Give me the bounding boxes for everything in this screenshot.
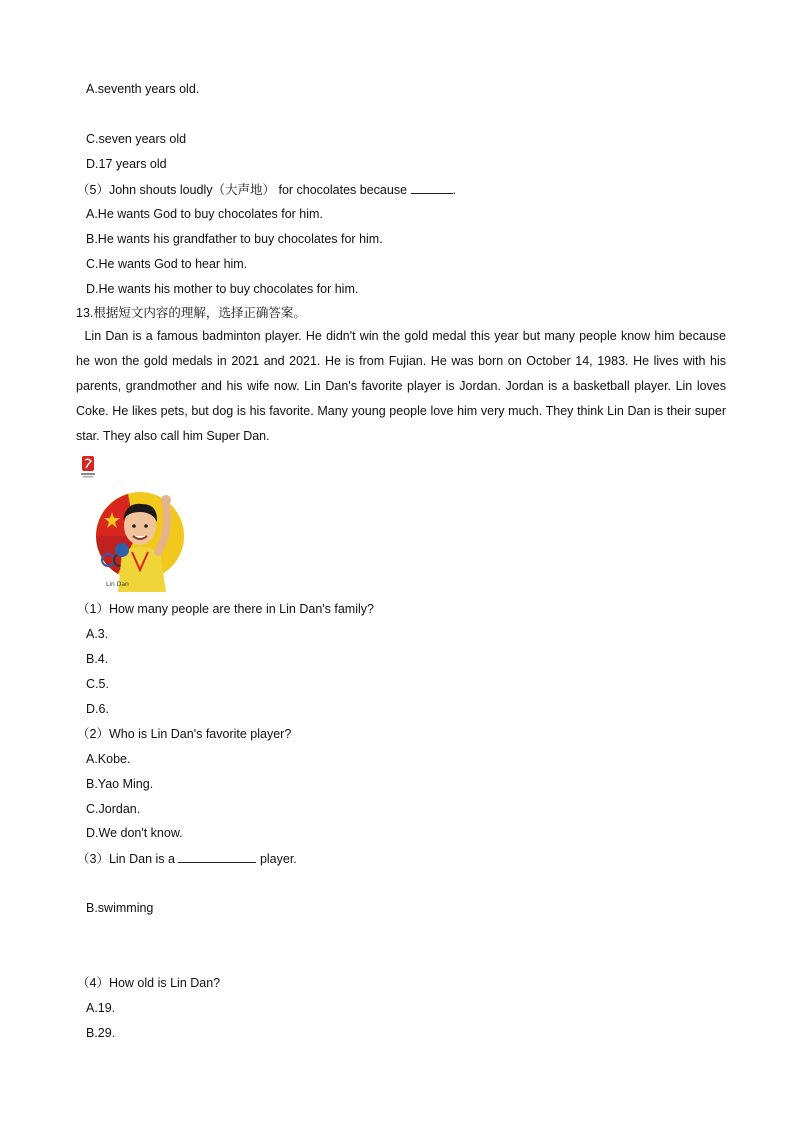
q12-q5-option-d: D.He wants his mother to buy chocolates for him. — [86, 282, 359, 296]
q13-question-3 — [77, 850, 297, 867]
q13-q2-option-a: A.Kobe. — [86, 752, 131, 766]
q13-q2-option-b: B.Yao Ming. — [86, 777, 154, 791]
image-caption: Lin Dan — [106, 581, 129, 588]
q13-q4-option-b: B.29. — [86, 1026, 116, 1040]
q12-question-5-stem: （5）John shouts loudly（大声地） for chocolates because — [77, 183, 408, 197]
olympic-emblem-icon — [81, 456, 95, 478]
q13-q4-option-a: A.19. — [86, 1001, 116, 1015]
q13-question-1: （1）How many people are there in Lin Dan's family? — [77, 602, 374, 616]
q12-option-c: C.seven years old — [86, 132, 187, 146]
q12-option-d: D.17 years old — [86, 157, 167, 171]
lin-dan-cartoon-image — [78, 452, 188, 592]
q13-q2-option-d: D.We don't know. — [86, 826, 183, 840]
q13-question-2: （2）Who is Lin Dan's favorite player? — [77, 727, 292, 741]
q12-q5-option-b: B.He wants his grandfather to buy chocolates for him. — [86, 232, 383, 246]
q13-q1-option-c: C.5. — [86, 677, 109, 691]
answer-blank — [178, 850, 256, 863]
q12-q5-option-c: C.He wants God to hear him. — [86, 257, 248, 271]
q12-option-a: A.seventh years old. — [86, 82, 200, 96]
q13-q2-option-c: C.Jordan. — [86, 802, 141, 816]
q12-q5-option-a: A.He wants God to buy chocolates for him. — [86, 207, 323, 221]
q12-question-5-end: . — [452, 183, 456, 197]
q13-q1-option-b: B.4. — [86, 652, 109, 666]
answer-blank — [411, 181, 453, 194]
q13-q1-option-d: D.6. — [86, 702, 109, 716]
q13-q1-option-a: A.3. — [86, 627, 109, 641]
q13-heading: 13.根据短文内容的理解，选择正确答案。 — [76, 306, 306, 320]
q13-question-3-stem: （3）Lin Dan is a — [77, 852, 175, 866]
q13-passage: Lin Dan is a famous badminton player. He didn't win the gold medal this year but many people know him because he won the gold medals in 2021 and 2021. He is from Fujian. He was born on October 14, 1983. He lives with his parents, grandmother and his wife now. Lin Dan's favorite player is Jordan. Jordan is a basketball player. Lin loves Coke. He likes pets, but dog is his favorite. Many young people love him very much. They think Lin Dan is their super star. They also call him Super Dan. — [76, 329, 730, 443]
q13-question-4: （4）How old is Lin Dan? — [77, 976, 221, 990]
q12-question-5 — [77, 181, 456, 198]
q13-q3-option-b: B.swimming — [86, 901, 154, 915]
q13-question-3-end: player. — [259, 852, 297, 866]
